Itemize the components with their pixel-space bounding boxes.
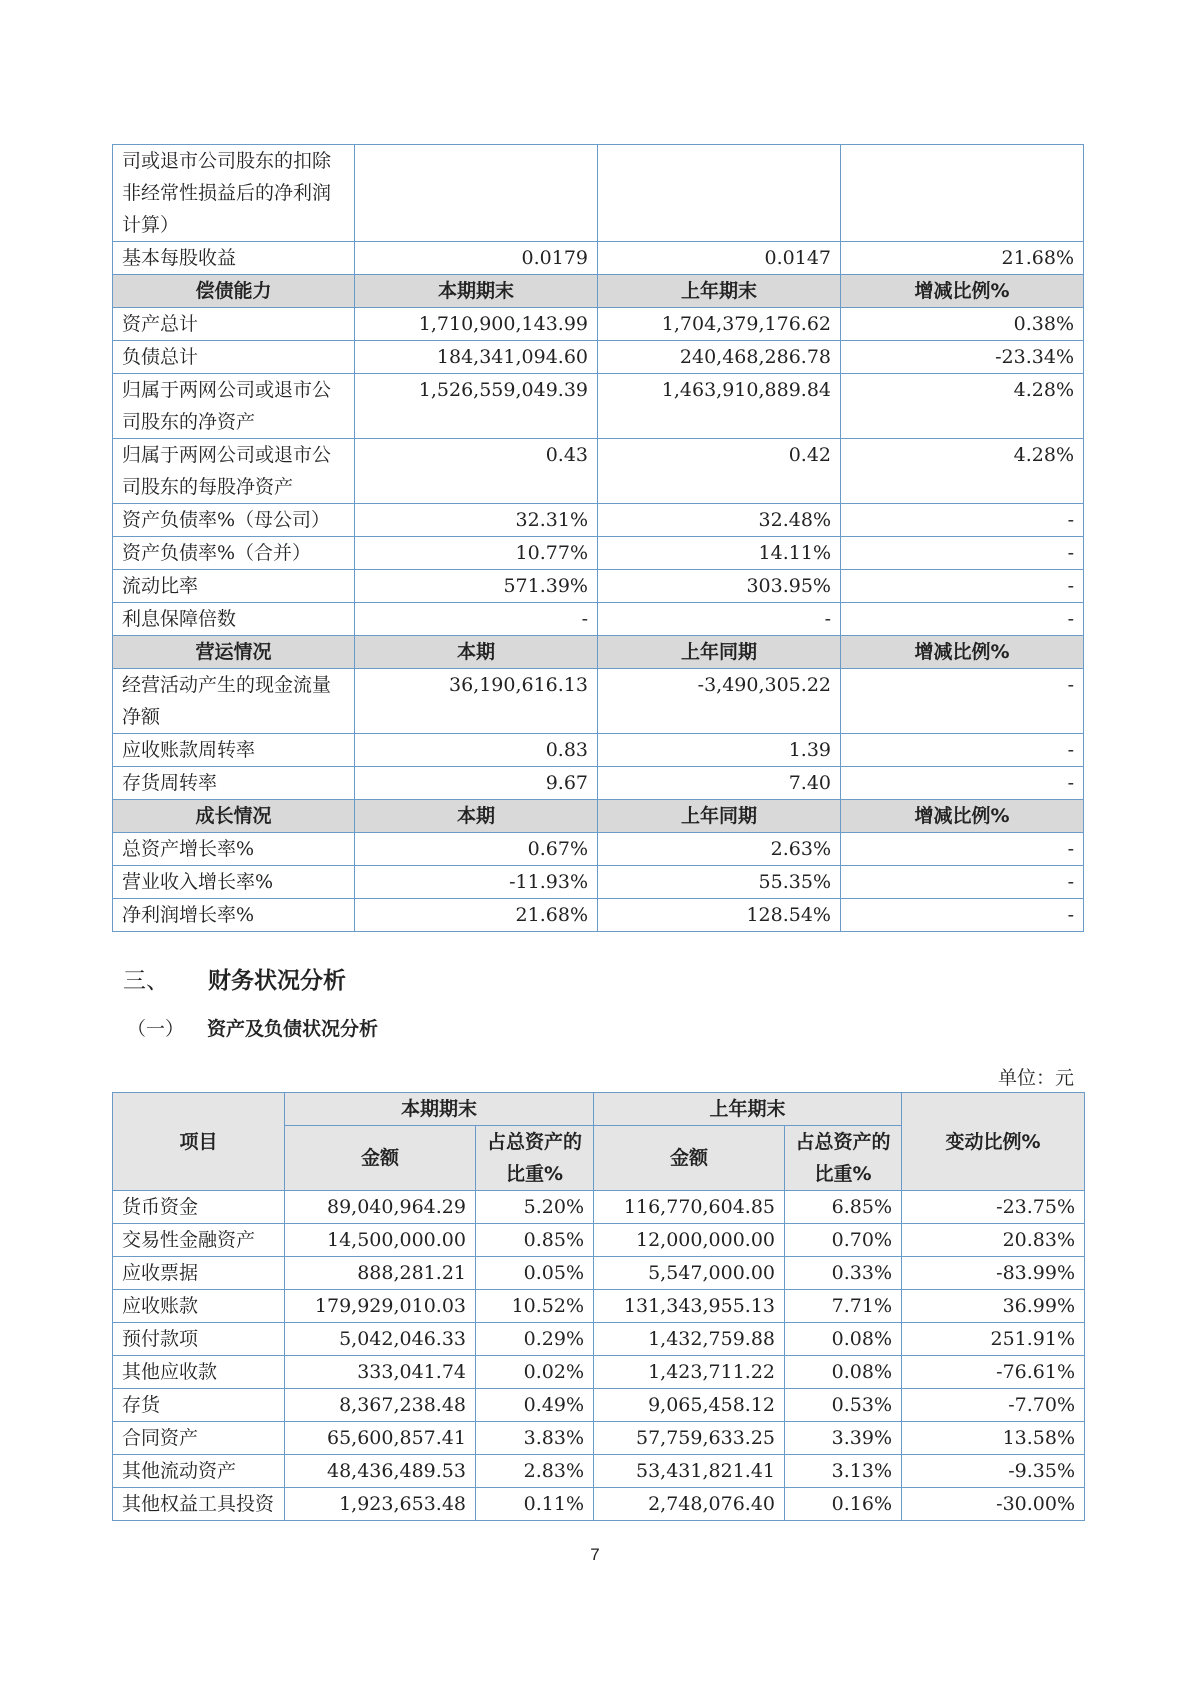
value-cell: - [355,603,598,636]
value-cell: 0.85% [476,1224,594,1257]
value-cell: 0.38% [841,308,1084,341]
header-previous-ratio: 占总资产的比重% [785,1126,902,1191]
value-cell: 32.31% [355,504,598,537]
value-cell: -30.00% [902,1488,1085,1521]
value-cell: 14,500,000.00 [285,1224,476,1257]
section-index: 三、 [123,968,169,994]
value-cell: 21.68% [355,899,598,932]
row-label: 合同资产 [113,1422,285,1455]
value-cell [841,145,1084,242]
value-cell: 0.0179 [355,242,598,275]
value-cell: 9.67 [355,767,598,800]
value-cell: 131,343,955.13 [594,1290,785,1323]
value-cell: -23.34% [841,341,1084,374]
value-cell: - [841,570,1084,603]
header-current-amount: 金额 [285,1126,476,1191]
row-label: 应收账款周转率 [113,734,355,767]
header-previous-year-end: 上年期末 [594,1093,902,1126]
value-cell: - [841,833,1084,866]
table-row [113,1455,1085,1488]
value-cell: 303.95% [598,570,841,603]
section-heading [123,962,346,995]
value-cell: 13.58% [902,1422,1085,1455]
value-cell [598,145,841,242]
row-label: 存货周转率 [113,767,355,800]
subsection-title: 资产及负债状况分析 [207,1018,379,1040]
table-row [113,308,1084,341]
value-cell: - [841,866,1084,899]
value-cell: 0.02% [476,1356,594,1389]
value-cell: 0.49% [476,1389,594,1422]
value-cell: 6.85% [785,1191,902,1224]
row-label: 经营活动产生的现金流量净额 [113,669,355,734]
value-cell: 0.43 [355,439,598,504]
value-cell: 5.20% [476,1191,594,1224]
header-item: 项目 [113,1093,285,1191]
value-cell: 0.08% [785,1323,902,1356]
value-cell: 5,042,046.33 [285,1323,476,1356]
header-cell: 上年期末 [598,275,841,308]
value-cell: 0.42 [598,439,841,504]
value-cell: - [598,603,841,636]
row-label: 其他流动资产 [113,1455,285,1488]
value-cell: 0.33% [785,1257,902,1290]
value-cell: 65,600,857.41 [285,1422,476,1455]
value-cell: 888,281.21 [285,1257,476,1290]
value-cell: 12,000,000.00 [594,1224,785,1257]
row-label: 资产负债率%（合并） [113,537,355,570]
row-label: 利息保障倍数 [113,603,355,636]
row-label: 营业收入增长率% [113,866,355,899]
table-row [113,1356,1085,1389]
section-header-row [113,636,1084,669]
value-cell: 32.48% [598,504,841,537]
value-cell: 0.70% [785,1224,902,1257]
value-cell: 3.83% [476,1422,594,1455]
row-label: 总资产增长率% [113,833,355,866]
value-cell [355,145,598,242]
value-cell: - [841,767,1084,800]
section-header-row [113,800,1084,833]
value-cell: 2.63% [598,833,841,866]
value-cell: 21.68% [841,242,1084,275]
value-cell: 9,065,458.12 [594,1389,785,1422]
value-cell: - [841,734,1084,767]
header-cell: 增减比例% [841,800,1084,833]
value-cell: 7.71% [785,1290,902,1323]
header-cell: 本期 [355,636,598,669]
row-label: 净利润增长率% [113,899,355,932]
value-cell: 4.28% [841,439,1084,504]
table-row [113,669,1084,734]
table-row [113,439,1084,504]
value-cell: -11.93% [355,866,598,899]
value-cell: 20.83% [902,1224,1085,1257]
unit-label: 单位：元 [997,1067,1074,1089]
header-previous-amount: 金额 [594,1126,785,1191]
value-cell: 251.91% [902,1323,1085,1356]
value-cell: 36,190,616.13 [355,669,598,734]
header-cell: 增减比例% [841,275,1084,308]
table-row [113,537,1084,570]
value-cell: 1.39 [598,734,841,767]
row-label: 交易性金融资产 [113,1224,285,1257]
header-change-ratio: 变动比例% [902,1093,1085,1191]
value-cell: 5,547,000.00 [594,1257,785,1290]
value-cell: 10.77% [355,537,598,570]
value-cell: 7.40 [598,767,841,800]
table-row [113,866,1084,899]
row-label: 其他应收款 [113,1356,285,1389]
header-cell: 成长情况 [113,800,355,833]
table-row [113,374,1084,439]
value-cell: 3.39% [785,1422,902,1455]
header-cell: 营运情况 [113,636,355,669]
row-label: 归属于两网公司或退市公司股东的每股净资产 [113,439,355,504]
value-cell: 2.83% [476,1455,594,1488]
table-row [113,1191,1085,1224]
key-financial-indicators-table [112,144,1084,932]
section-header-row [113,275,1084,308]
page-number: 7 [590,1545,600,1564]
table-row [113,899,1084,932]
value-cell: 8,367,238.48 [285,1389,476,1422]
table-row [113,1389,1085,1422]
row-label: 基本每股收益 [113,242,355,275]
value-cell: - [841,899,1084,932]
value-cell: 1,463,910,889.84 [598,374,841,439]
table-row [113,1422,1085,1455]
value-cell: 571.39% [355,570,598,603]
value-cell: - [841,504,1084,537]
subsection-heading [127,1014,378,1041]
row-label: 应收票据 [113,1257,285,1290]
value-cell: - [841,603,1084,636]
value-cell: - [841,537,1084,570]
value-cell: 0.0147 [598,242,841,275]
value-cell: 0.53% [785,1389,902,1422]
value-cell: 1,704,379,176.62 [598,308,841,341]
header-current-period-end: 本期期末 [285,1093,594,1126]
value-cell: 0.29% [476,1323,594,1356]
value-cell: 55.35% [598,866,841,899]
value-cell: 36.99% [902,1290,1085,1323]
value-cell: -7.70% [902,1389,1085,1422]
value-cell: 1,710,900,143.99 [355,308,598,341]
value-cell: 0.08% [785,1356,902,1389]
value-cell: -3,490,305.22 [598,669,841,734]
value-cell: 1,432,759.88 [594,1323,785,1356]
value-cell: 89,040,964.29 [285,1191,476,1224]
header-cell: 本期期末 [355,275,598,308]
row-label: 流动比率 [113,570,355,603]
value-cell: - [841,669,1084,734]
subsection-index: （一） [127,1018,185,1040]
value-cell: 0.16% [785,1488,902,1521]
table-row [113,1224,1085,1257]
value-cell: 53,431,821.41 [594,1455,785,1488]
value-cell: 57,759,633.25 [594,1422,785,1455]
row-label: 其他权益工具投资 [113,1488,285,1521]
header-cell: 增减比例% [841,636,1084,669]
value-cell: 0.11% [476,1488,594,1521]
header-cell: 上年同期 [598,800,841,833]
row-label: 归属于两网公司或退市公司股东的净资产 [113,374,355,439]
row-label: 预付款项 [113,1323,285,1356]
row-label: 货币资金 [113,1191,285,1224]
value-cell: 0.83 [355,734,598,767]
value-cell: -76.61% [902,1356,1085,1389]
value-cell: -83.99% [902,1257,1085,1290]
header-current-ratio: 占总资产的比重% [476,1126,594,1191]
value-cell: 1,423,711.22 [594,1356,785,1389]
assets-liabilities-table [112,1092,1085,1521]
value-cell: 2,748,076.40 [594,1488,785,1521]
table-row [113,603,1084,636]
value-cell: 240,468,286.78 [598,341,841,374]
table-row [113,767,1084,800]
header-cell: 上年同期 [598,636,841,669]
table-row [113,504,1084,537]
value-cell: 116,770,604.85 [594,1191,785,1224]
value-cell: 184,341,094.60 [355,341,598,374]
header-cell: 偿债能力 [113,275,355,308]
value-cell: 179,929,010.03 [285,1290,476,1323]
row-label: 资产总计 [113,308,355,341]
value-cell: 1,923,653.48 [285,1488,476,1521]
table-row [113,1290,1085,1323]
table-row [113,734,1084,767]
section-title: 财务状况分析 [208,968,346,994]
table-row [113,1488,1085,1521]
value-cell: 10.52% [476,1290,594,1323]
row-label: 资产负债率%（母公司） [113,504,355,537]
table-row [113,145,1084,242]
value-cell: 14.11% [598,537,841,570]
value-cell: -23.75% [902,1191,1085,1224]
table-row [113,1257,1085,1290]
table-row [113,341,1084,374]
value-cell: 333,041.74 [285,1356,476,1389]
row-label: 应收账款 [113,1290,285,1323]
table-row [113,1323,1085,1356]
table-row [113,242,1084,275]
value-cell: -9.35% [902,1455,1085,1488]
value-cell: 1,526,559,049.39 [355,374,598,439]
value-cell: 4.28% [841,374,1084,439]
row-label: 负债总计 [113,341,355,374]
value-cell: 0.05% [476,1257,594,1290]
header-cell: 本期 [355,800,598,833]
table-row [113,833,1084,866]
row-label: 存货 [113,1389,285,1422]
value-cell: 0.67% [355,833,598,866]
table-row [113,570,1084,603]
value-cell: 48,436,489.53 [285,1455,476,1488]
value-cell: 128.54% [598,899,841,932]
row-label: 司或退市公司股东的扣除非经常性损益后的净利润计算） [113,145,355,242]
value-cell: 3.13% [785,1455,902,1488]
